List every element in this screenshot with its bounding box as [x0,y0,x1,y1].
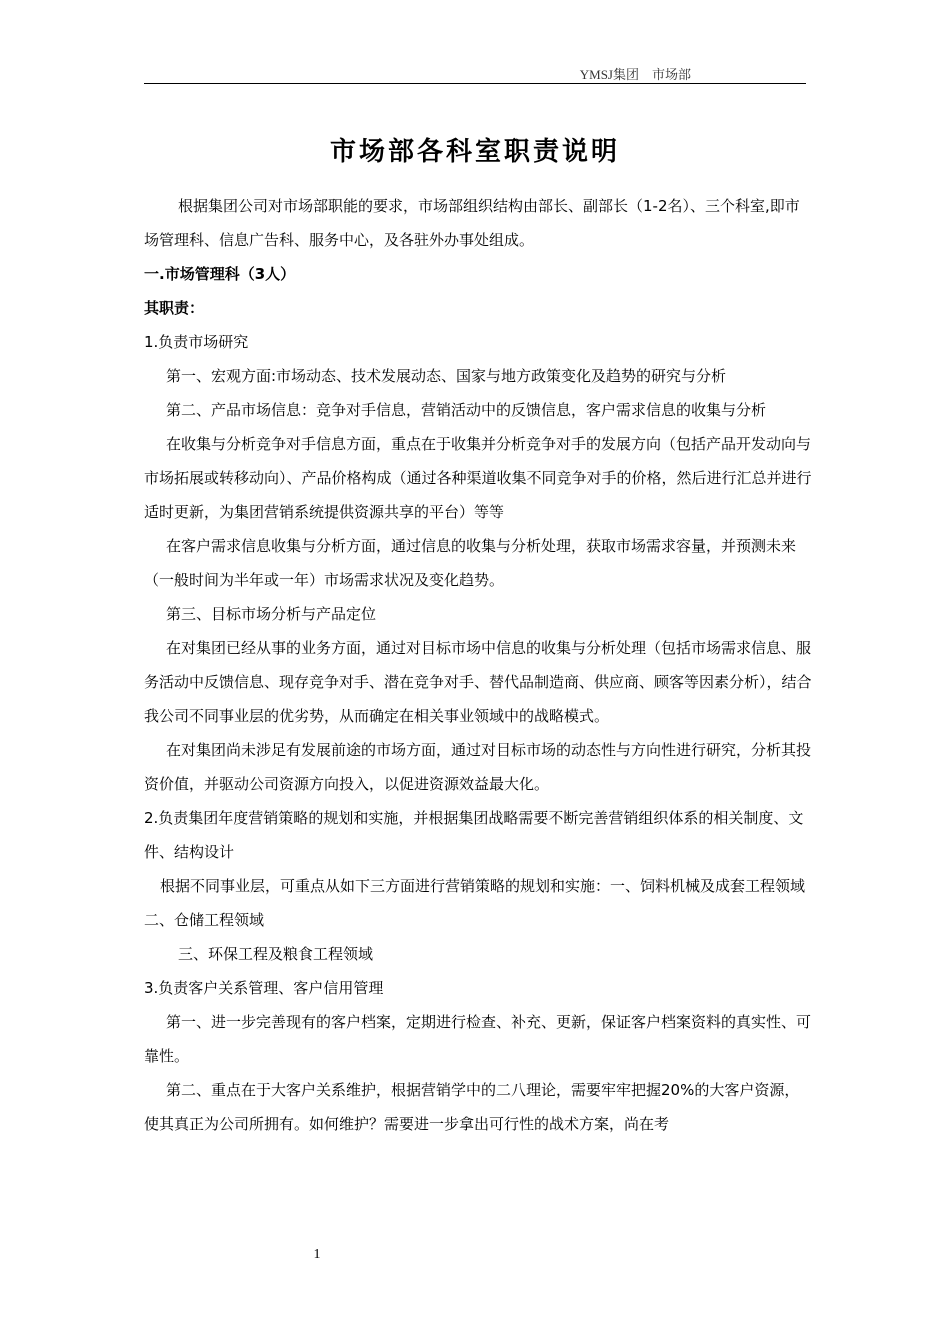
paragraph: 第二、产品市场信息：竞争对手信息，营销活动中的反馈信息，客户需求信息的收集与分析 [166,401,767,419]
page-number: 1 [313,1247,321,1262]
item-heading: 1.负责市场研究 [144,333,249,351]
header-rule [144,83,806,84]
paragraph: 在收集与分析竞争对手信息方面，重点在于收集并分析竞争对手的发展方向（包括产品开发动向与市场拓展或转移动向）、产品价格构成（通过各种渠道收集不同竞争对手的价格，然后进行汇总并进行适时更新，为集团营销系统提供资源共享的平台）等等 [144,435,812,521]
paragraph: 在客户需求信息收集与分析方面，通过信息的收集与分析处理，获取市场需求容量，并预测未来（一般时间为半年或一年）市场需求状况及变化趋势。 [144,537,797,589]
document-body [144,189,836,1141]
paragraph: 根据不同事业层，可重点从如下三方面进行营销策略的规划和实施：一、饲料机械及成套工程领域 二、仓储工程领域 [144,877,836,929]
intro-paragraph: 根据集团公司对市场部职能的要求，市场部组织结构由部长、副部长（1-2名）、三个科室,即市场管理科、信息广告科、服务中心，及各驻外办事处组成。 [144,197,800,249]
document-title: 市场部各科室职责说明 [329,137,620,167]
paragraph: 第一、宏观方面:市场动态、技术发展动态、国家与地方政策变化及趋势的研究与分析 [166,367,727,385]
paragraph: 在对集团尚未涉足有发展前途的市场方面，通过对目标市场的动态性与方向性进行研究，分析其投资价值，并驱动公司资源方向投入，以促进资源效益最大化。 [144,741,812,793]
paragraph: 在对集团已经从事的业务方面，通过对目标市场中信息的收集与分析处理（包括市场需求信息、服务活动中反馈信息、现存竞争对手、潜在竞争对手、替代品制造商、供应商、顾客等因素分析），结合我公司不同事业层的优劣势，从而确定在相关事业领域中的战略模式。 [144,639,812,725]
paragraph: 第二、重点在于大客户关系维护，根据营销学中的二八理论，需要牢牢把握20%的大客户资源，使其真正为公司所拥有。如何维护？需要进一步拿出可行性的战术方案，尚在考 [144,1081,800,1133]
paragraph: 第三、目标市场分析与产品定位 [166,605,377,623]
paragraph: 三、环保工程及粮食工程领域 [178,945,374,963]
item-heading: 3.负责客户关系管理、客户信用管理 [144,979,384,997]
duties-heading: 其职责： [144,299,205,317]
page-header: YMSJ集团 市场部 [579,67,691,82]
item-heading: 2.负责集团年度营销策略的规划和实施，并根据集团战略需要不断完善营销组织体系的相关制度、文件、结构设计 [144,809,804,861]
paragraph: 第一、进一步完善现有的客户档案，定期进行检查、补充、更新，保证客户档案资料的真实性、可靠性。 [144,1013,812,1065]
section-heading: 一.市场管理科（3人） [144,265,296,283]
